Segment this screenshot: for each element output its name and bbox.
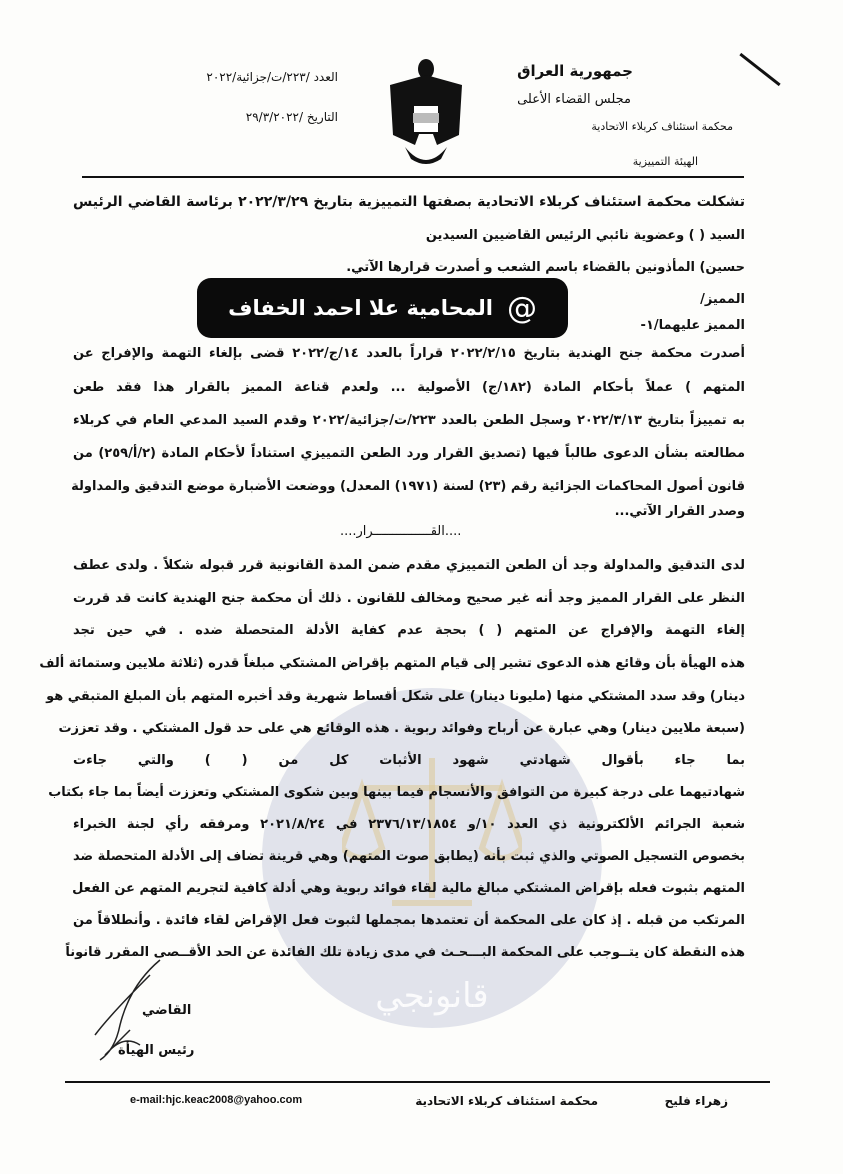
judge-title: القاضي bbox=[142, 1003, 192, 1018]
case-number: العدد /٢٢٣/ت/جزائية/٢٠٢٢ bbox=[206, 70, 338, 84]
decision-title: ....القـــــــــــــــرار.... bbox=[340, 524, 462, 539]
banner-text: المحامية علا احمد الخفاف bbox=[228, 296, 493, 320]
respondents-label: المميز عليهما/١- bbox=[640, 318, 745, 333]
lawyer-banner bbox=[197, 278, 568, 338]
decision-line: بخصوص التسجيل الصوتي والذي ثبت بأنه (يطابق صوت المتهم) وهي قرينة تضاف إلى الأدلة المتحصلة ضد bbox=[73, 849, 745, 864]
panel-name: الهيئة التمييزية bbox=[632, 155, 698, 168]
decision-line: المتهم بثبوت فعله بإقراض المشتكي مبالغ مالية لقاء فوائد ربوية وهي أدلة كافية لتجريم المتهم عن الفعل bbox=[72, 881, 745, 896]
decision-line: هذه النقطة كان يتــوجب على المحكمة البـــحـث في مدى زيادة تلك الفائدة عن الحد الأقــصى المقرر قانوناً bbox=[65, 945, 745, 960]
case-date: التاريخ /٢٩/٣/٢٠٢٢ bbox=[245, 110, 338, 124]
facts-line: المتهم ) عملاً بأحكام المادة (١٨٢/ج) الأصولية ... ولعدم قناعة المميز بالقرار هذا فقد طعن bbox=[73, 380, 746, 395]
intro-line: تشكلت محكمة استئناف كربلاء الاتحادية بصفتها التمييزية بتاريخ ٢٠٢٢/٣/٢٩ برئاسة القاضي الرئيس bbox=[73, 194, 745, 210]
corner-mark bbox=[739, 53, 780, 86]
facts-line: وصدر القرار الآتي... bbox=[614, 504, 745, 519]
decision-line: لدى التدقيق والمداولة وجد أن الطعن التمييزي مقدم ضمن المدة القانونية قرر قبوله شكلاً . ولدى عطف bbox=[73, 558, 745, 573]
appellant-label: المميز/ bbox=[700, 292, 745, 307]
decision-line: دينار) وقد سدد المشتكي منها (مليونا دينار) على شكل أقساط شهرية وقد أخبره المتهم بأن المبلغ المتبقي هو bbox=[46, 689, 745, 704]
decision-line: إلغاء التهمة والإفراج عن المتهم ( ) بحجة عدم كفاية الأدلة المتحصلة ضده . في حين تجد bbox=[73, 623, 745, 638]
footer-divider bbox=[65, 1081, 770, 1083]
decision-line: شعبة الجرائم الألكترونية ذي العدد ١٠/و ٢٣٧٦/١٣/١٨٥٤ في ٢٠٢١/٨/٢٤ ومرفقه رأي لجنة الخبراء bbox=[73, 817, 745, 832]
decision-line: النظر على القرار المميز وجد أنه غير صحيح ومخالف للقانون . ذلك أن محكمة جنح الهندية كانت قد قررت bbox=[73, 591, 745, 606]
facts-line: قانون أصول المحاكمات الجزائية رقم (٢٣) لسنة (١٩٧١) المعدل) ووضعت الأضبارة موضع التدقيق والمداولة bbox=[71, 479, 745, 494]
decision-line: بما جاء بأقوال شهادتي شهود الأثبات كل من ( ) والتي جاءت bbox=[73, 753, 745, 768]
facts-line: به تمييزاً بتاريخ ٢٠٢٢/٣/١٣ وسجل الطعن بالعدد ٢٢٣/ت/جزائية/٢٠٢٢ وقدم السيد المدعي العام في كربلاء bbox=[73, 413, 745, 428]
decision-line: (سبعة ملايين دينار) وهي عبارة عن أرباح وفوائد ربوية . هذه الوقائع هي على حد قول المشتكي . وقد تعززت bbox=[58, 721, 745, 736]
facts-line: أصدرت محكمة جنح الهندية بتاريخ ٢٠٢٢/٢/١٥ قراراً بالعدد ١٤/ج/٢٠٢٢ قضى بإلغاء التهمة والإفراج عن bbox=[73, 346, 745, 361]
at-icon: @ bbox=[506, 290, 537, 326]
intro-line: حسين) المأذونين بالقضاء باسم الشعب و أصدرت قرارها الآتي. bbox=[346, 260, 745, 275]
iraq-eagle-emblem bbox=[385, 55, 467, 173]
court-name: محكمة استئناف كربلاء الاتحادية bbox=[591, 120, 733, 133]
footer-court-name: محكمة استئناف كربلاء الاتحادية bbox=[415, 1094, 598, 1108]
intro-line: السيد ( ) وعضوية نائبي الرئيس القاضيين السيدين bbox=[425, 228, 745, 243]
header-divider bbox=[82, 176, 744, 178]
decision-line: شهادتيهما على درجة كبيرة من التوافق والأنسجام فيما بينها وبين شكوى المشتكي وتعززت أيضاً بما جاء بكتاب bbox=[48, 785, 745, 800]
decision-line: هذه الهيأة بأن وقائع هذه الدعوى تشير إلى قيام المتهم بإقراض المشتكي مبلغاً قدره (ثلاثة ملايين وستمائة ألف bbox=[39, 656, 745, 671]
facts-line: مطالعته بشأن الدعوى طالباً فيها (تصديق القرار ورد الطعن التمييزي استناداً لأحكام المادة (٢/أ/٢٥٩) من bbox=[73, 446, 745, 461]
watermark-text: قانونجي bbox=[375, 976, 489, 1016]
panel-president-title: رئيس الهيأة bbox=[118, 1043, 195, 1058]
country-name: جمهورية العراق bbox=[517, 62, 633, 80]
footer-email: e-mail:hjc.keac2008@yahoo.com bbox=[130, 1094, 303, 1106]
typist-name: زهراء فليح bbox=[664, 1094, 728, 1108]
decision-line: المرتكب من قبله . إذ كان على المحكمة أن تعتمدها بمجملها لثبوت فعل الإقراض لقاء فائدة . وأنطلاقاً من bbox=[73, 913, 745, 928]
council-name: مجلس القضاء الأعلى bbox=[517, 92, 631, 107]
